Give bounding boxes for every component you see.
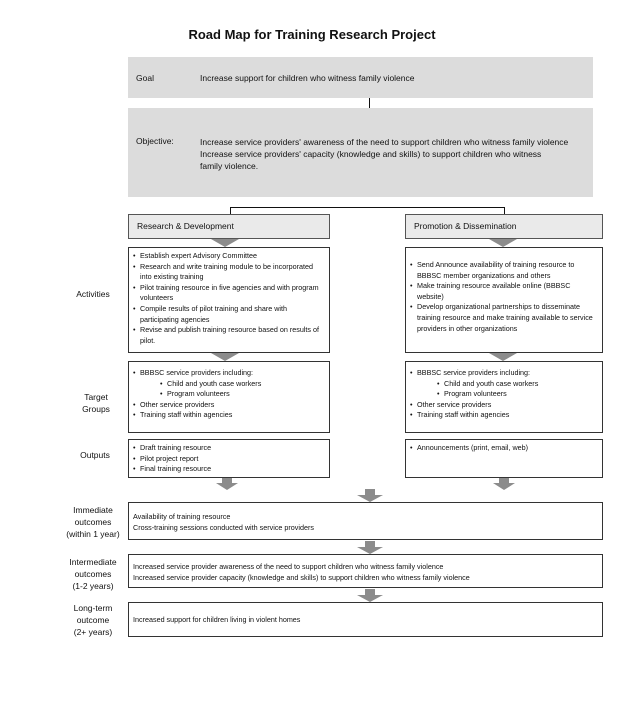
arrow-down-icon: [211, 353, 239, 361]
target-subitem: • Child and youth case workers: [410, 379, 598, 390]
outcome-line: Increased service provider capacity (knowledge and skills) to support children who witness family violence: [133, 573, 470, 582]
page-title: Road Map for Training Research Project: [188, 27, 436, 42]
objective-text: [200, 136, 590, 172]
activity-item: • Develop organizational partnerships to disseminate training resource and make training available to service providers in other organizations: [410, 302, 598, 334]
connector-line: [504, 207, 505, 214]
row-label-longterm: [53, 602, 133, 638]
row-label-line: (1-2 years): [72, 581, 114, 591]
target-subitem: • Program volunteers: [410, 389, 598, 400]
row-label-line: Immediate: [73, 505, 113, 515]
longterm-outcome-box: [128, 602, 603, 637]
outcome-line: Availability of training resource: [133, 512, 231, 521]
activity-item: • Send Announce availability of training resource to BBBSC member organizations and others: [410, 260, 598, 281]
target-item: • Training staff within agencies: [133, 410, 325, 421]
arrow-down-icon: [211, 239, 239, 247]
activity-item: • Establish expert Advisory Committee: [133, 251, 325, 262]
row-label-immediate: [53, 504, 133, 540]
row-label-intermediate: [53, 556, 133, 592]
outcome-line: Cross-training sessions conducted with service providers: [133, 523, 314, 532]
connector-line: [369, 98, 370, 108]
row-label-line: outcomes: [74, 517, 112, 527]
outcome-line: Increased service provider awareness of the need to support children who witness family violence: [133, 562, 444, 571]
output-item: • Final training resource: [133, 464, 325, 475]
intermediate-outcomes-box: [128, 554, 603, 588]
target-item: • BBBSC service providers including:: [410, 368, 598, 379]
column-header-research: Research & Development: [128, 214, 330, 239]
target-item: • Other service providers: [133, 400, 325, 411]
target-subitem: • Child and youth case workers: [133, 379, 325, 390]
outcome-line: Increased support for children living in violent homes: [133, 615, 301, 624]
goal-band: [128, 57, 593, 98]
row-label-line: Target: [84, 392, 108, 402]
output-item: • Draft training resource: [133, 443, 325, 454]
arrow-down-icon: [357, 589, 383, 602]
output-item: • Announcements (print, email, web): [410, 443, 598, 454]
target-item: • Other service providers: [410, 400, 598, 411]
row-label-line: Long-term: [73, 603, 113, 613]
row-label-line: (2+ years): [73, 627, 113, 637]
outputs-box-promotion: [405, 439, 603, 478]
row-label-line: Intermediate: [69, 557, 117, 567]
row-label-line: outcomes: [74, 569, 112, 579]
arrow-down-icon: [216, 478, 238, 490]
activities-box-promotion: [405, 247, 603, 353]
row-label-line: (within 1 year): [66, 529, 120, 539]
arrow-down-icon: [489, 239, 517, 247]
goal-text: Increase support for children who witness family violence: [200, 73, 415, 83]
target-item: • BBBSC service providers including:: [133, 368, 325, 379]
row-label-line: outcome: [76, 615, 110, 625]
row-label-activities: Activities: [76, 289, 110, 299]
activity-item: • Revise and publish training resource based on results of pilot.: [133, 325, 325, 346]
target-groups-box-research: [128, 361, 330, 433]
goal-label: Goal: [136, 73, 154, 83]
row-label-line: Groups: [82, 404, 110, 414]
target-subitem: • Program volunteers: [133, 389, 325, 400]
outputs-box-research: [128, 439, 330, 478]
objective-line: Increase service providers' capacity (knowledge and skills) to support children who witness: [200, 149, 542, 159]
objective-label: Objective:: [136, 136, 174, 146]
objective-line: Increase service providers' awareness of the need to support children who witness family violence: [200, 137, 569, 147]
row-label-outputs: Outputs: [80, 450, 110, 460]
objective-band: [128, 108, 593, 197]
activities-box-research: [128, 247, 330, 353]
arrow-down-icon: [489, 353, 517, 361]
column-header-promotion: Promotion & Dissemination: [405, 214, 603, 239]
activity-item: • Make training resource available online (BBBSC website): [410, 281, 598, 302]
activity-item: • Compile results of pilot training and share with participating agencies: [133, 304, 325, 325]
activity-item: • Research and write training module to be incorporated into existing training: [133, 262, 325, 283]
immediate-outcomes-box: [128, 502, 603, 540]
arrow-down-icon: [357, 489, 383, 502]
connector-line: [230, 207, 231, 214]
activity-item: • Pilot training resource in five agencies and with program volunteers: [133, 283, 325, 304]
row-label-target-groups: [58, 391, 134, 415]
connector-line: [230, 207, 505, 208]
arrow-down-icon: [493, 478, 515, 490]
output-item: • Pilot project report: [133, 454, 325, 465]
target-groups-box-promotion: [405, 361, 603, 433]
arrow-down-icon: [357, 541, 383, 554]
target-item: • Training staff within agencies: [410, 410, 598, 421]
objective-line: family violence.: [200, 161, 259, 171]
